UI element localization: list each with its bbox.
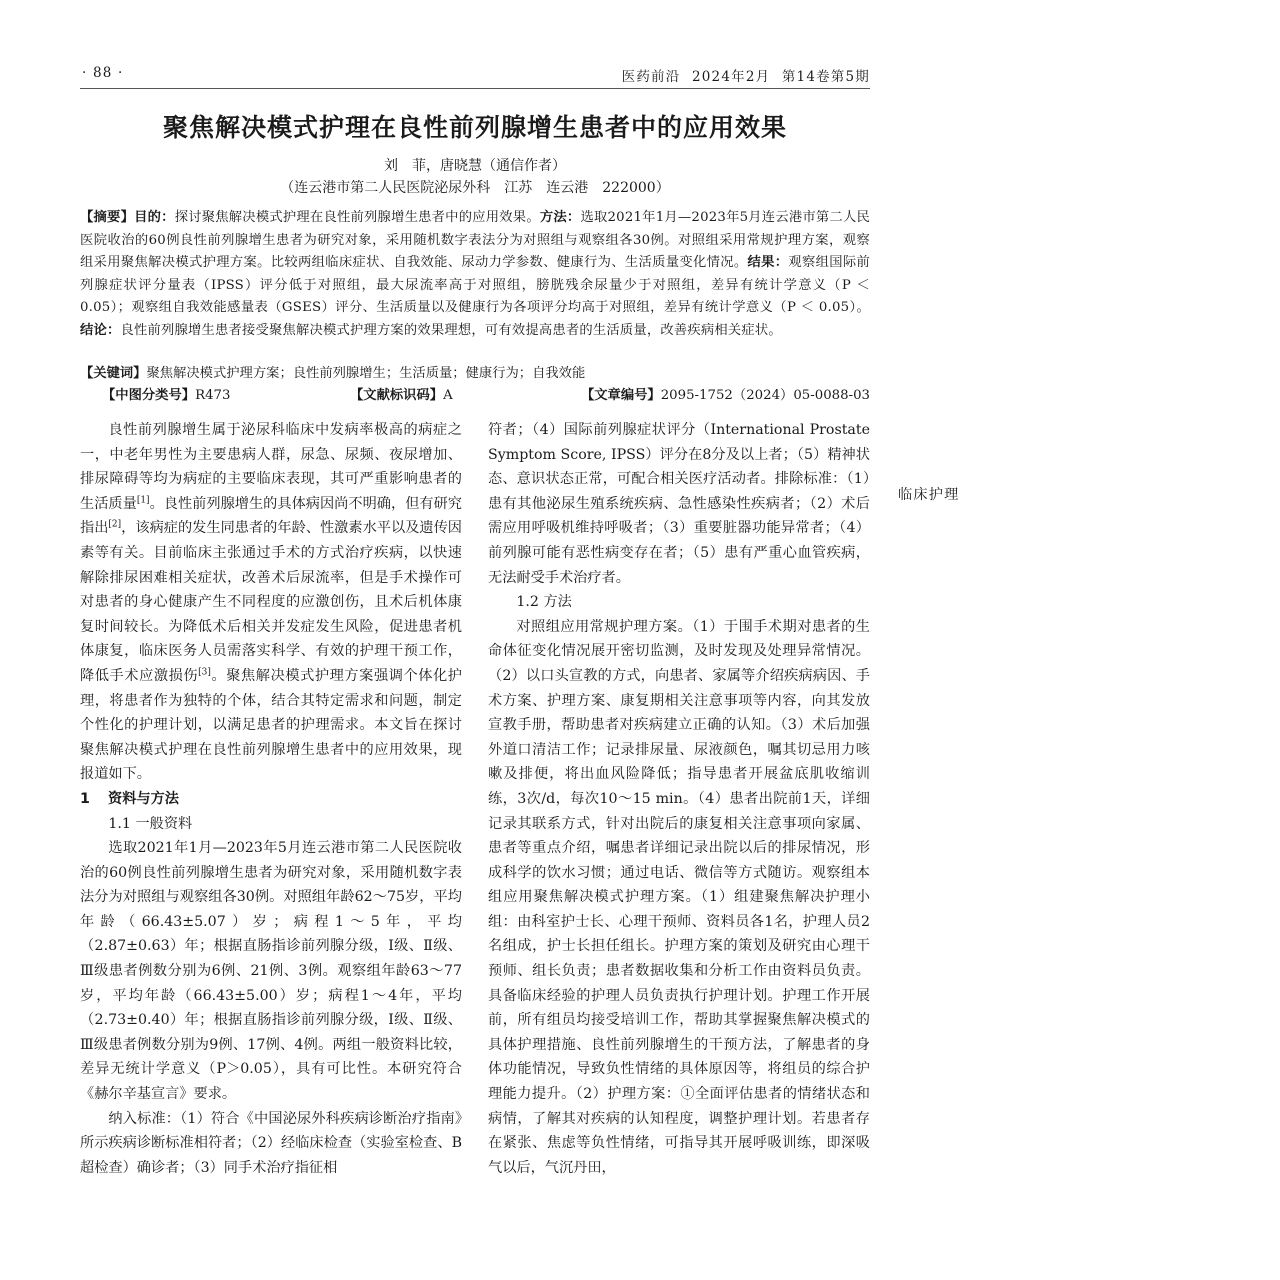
clc-code: 【中图分类号】R473 bbox=[102, 388, 231, 403]
methods-paragraph: 对照组应用常规护理方案。（1）于围手术期对患者的生命体征变化情况展开密切监测，及时发现及处理异常情况。（2）以口头宣教的方式，向患者、家属等介绍疾病病因、手术方案、护理方案、康复期相关注意事项等内容，向其发放宣教手册，帮助患者对疾病建立正确的认知。（3）术后加强外道口清洁工作；记录排尿量、尿液颜色，嘱其切忌用力咳嗽及排便，将出血风险降低；指导患者开展盆底肌收缩训练，3次/d，每次10～15 min。（4）患者出院前1天，详细记录其联系方式，针对出院后的康复相关注意事项向家属、患者等重点介绍，嘱患者详细记录出院以后的排尿情况，形成科学的饮水习惯；通过电话、微信等方式随访。观察组本组应用聚焦解决模式护理方案。（1）组建聚焦解决护理小组：由科室护士长、心理干预师、资料员各1名，护理人员2名组成，护士长担任组长。护理方案的策划及研究由心理干预师、组长负责；患者数据收集和分析工作由资料员负责。具备临床经验的护理人员负责执行护理计划。护理工作开展前，所有组员均接受培训工作，帮助其掌握聚焦解决模式的具体护理措施、良性前列腺增生的干预方法，了解患者的身体功能情况，导致负性情绪的具体原因等，将组员的综合护理能力提升。（2）护理方案：①全面评估患者的情绪状态和病情，了解其对疾病的认知程度，调整护理计划。若患者存在紧张、焦虑等负性情绪，可指导其开展呼吸训练，即深吸气以后，气沉丹田， bbox=[488, 618, 870, 1176]
body-column-left bbox=[80, 418, 462, 1180]
volume-issue: 第14卷第5期 bbox=[781, 69, 870, 85]
body-column-right bbox=[488, 418, 870, 1180]
criteria-continued-paragraph: 符者；（4）国际前列腺症状评分（International Prostate Symptom Score, IPSS）评分在8分及以上者；（5）精神状态、意识状态正常，可配合相关医疗活动者。排除标准：（1）患有其他泌尿生殖系统疾病、急性感染性疾病者；（2）术后需应用呼吸机维持呼吸者；（3）重要脏器功能异常者；（4）前列腺可能有恶性病变存在者；（5）患有严重心血管疾病，无法耐受手术治疗者。 bbox=[488, 422, 870, 586]
document-code: 【文献标识码】A bbox=[350, 388, 453, 403]
issue-date: 2024年2月 bbox=[691, 69, 771, 85]
article-title: 聚焦解决模式护理在良性前列腺增生患者中的应用效果 bbox=[162, 113, 787, 142]
keywords-text: 聚焦解决模式护理方案；良性前列腺增生；生活质量；健康行为；自我效能 bbox=[146, 366, 586, 381]
classification-line bbox=[80, 385, 870, 407]
result-text: 观察组国际前列腺症状评分量表（IPSS）评分低于对照组，最大尿流率高于对照组，膀胱残余尿量少于对照组，差异有统计学意义（P ＜ 0.05）；观察组自我效能感量表（GSES）评分、生活质量以及健康行为各项评分均高于对照组，差异有统计学意义（P ＜ 0.05）。 bbox=[80, 255, 870, 315]
intro-paragraph: 良性前列腺增生属于泌尿科临床中发病率极高的病症之一，中老年男性为主要患病人群，尿急、尿频、夜尿增加、排尿障碍等均为病症的主要临床表现，其可严重影响患者的生活质量[1]。良性前列腺增生的具体病因尚不明确，但有研究指出[2]，该病症的发生同患者的年龄、性激素水平以及遗传因素等有关。目前临床主张通过手术的方式治疗疾病，以快速解除排尿困难相关症状，改善术后尿流率，但是手术操作可对患者的身心健康产生不同程度的应激创伤，且术后机体康复时间较长。为降低术后相关并发症发生风险，促进患者机体康复，临床医务人员需落实科学、有效的护理干预工作，降低手术应激损伤[3]。聚焦解决模式护理方案强调个体化护理，将患者作为独特的个体，结合其特定需求和问题，制定个性化的护理计划，以满足患者的护理需求。本文旨在探讨聚焦解决模式护理在良性前列腺增生患者中的应用效果，现报道如下。 bbox=[80, 422, 462, 783]
journal-name: 医药前沿 bbox=[621, 69, 681, 85]
column-name: 临床护理 bbox=[898, 487, 960, 503]
citation-3[interactable]: [3] bbox=[198, 667, 211, 678]
method-text: 选取2021年1月—2023年5月连云港市第二人民医院收治的60例良性前列腺增生患者为研究对象，采用随机数字表法分为对照组与观察组各30例。对照组采用常规护理方案，观察组采用聚焦解决模式护理方案。比较两组临床症状、自我效能、尿动力学参数、健康行为、生活质量变化情况。 bbox=[80, 210, 870, 270]
article-id: 【文章编号】2095-1752（2024）05-0088-03 bbox=[580, 388, 870, 403]
authors: 刘 菲，唐晓慧（通信作者） bbox=[384, 158, 566, 174]
conclusion-label: 结论： bbox=[80, 322, 121, 338]
abstract-label: 【摘要】 bbox=[80, 210, 135, 225]
section-heading-1: 1 资料与方法 bbox=[80, 790, 179, 807]
method-label: 方法： bbox=[539, 210, 581, 225]
affiliation: （连云港市第二人民医院泌尿外科 江苏 连云港 222000） bbox=[280, 180, 670, 196]
purpose-label: 目的： bbox=[134, 210, 175, 225]
keywords bbox=[80, 363, 870, 385]
citation-2[interactable]: [2] bbox=[108, 519, 122, 530]
header-rule bbox=[80, 88, 870, 89]
abstract bbox=[80, 207, 870, 342]
result-label: 结果： bbox=[747, 255, 789, 270]
general-data-paragraph: 选取2021年1月—2023年5月连云港市第二人民医院收治的60例良性前列腺增生患者为研究对象，采用随机数字表法分为对照组与观察组各30例。对照组年龄62～75岁，平均年龄（66.43±5.07）岁；病程1～5年，平均（2.87±0.63）年；根据直肠指诊前列腺分级，Ⅰ级、Ⅱ级、Ⅲ级患者例数分别为6例、21例、3例。观察组年龄63～77岁，平均年龄（66.43±5.00）岁；病程1～4年，平均（2.73±0.40）年；根据直肠指诊前列腺分级，Ⅰ级、Ⅱ级、Ⅲ级患者例数分别为9例、17例、4例。两组一般资料比较，差异无统计学意义（P＞0.05），具有可比性。本研究符合《赫尔辛基宣言》要求。 bbox=[80, 840, 462, 1103]
purpose-text: 探讨聚焦解决模式护理在良性前列腺增生患者中的应用效果。 bbox=[174, 210, 540, 225]
conclusion-text: 良性前列腺增生患者接受聚焦解决模式护理方案的效果理想，可有效提高患者的生活质量，改善疾病相关症状。 bbox=[120, 322, 782, 338]
subsection-heading-1-1: 1.1 一般资料 bbox=[108, 815, 193, 832]
citation-1[interactable]: [1] bbox=[136, 495, 150, 506]
subsection-heading-1-2: 1.2 方法 bbox=[516, 594, 572, 611]
keywords-label: 【关键词】 bbox=[80, 366, 147, 381]
inclusion-criteria-paragraph: 纳入标准：（1）符合《中国泌尿外科疾病诊断治疗指南》所示疾病诊断标准相符者；（2）经临床检查（实验室检查、B超检查）确诊者；（3）同手术治疗指征相 bbox=[80, 1110, 462, 1176]
page-number: · 88 · bbox=[82, 65, 124, 81]
